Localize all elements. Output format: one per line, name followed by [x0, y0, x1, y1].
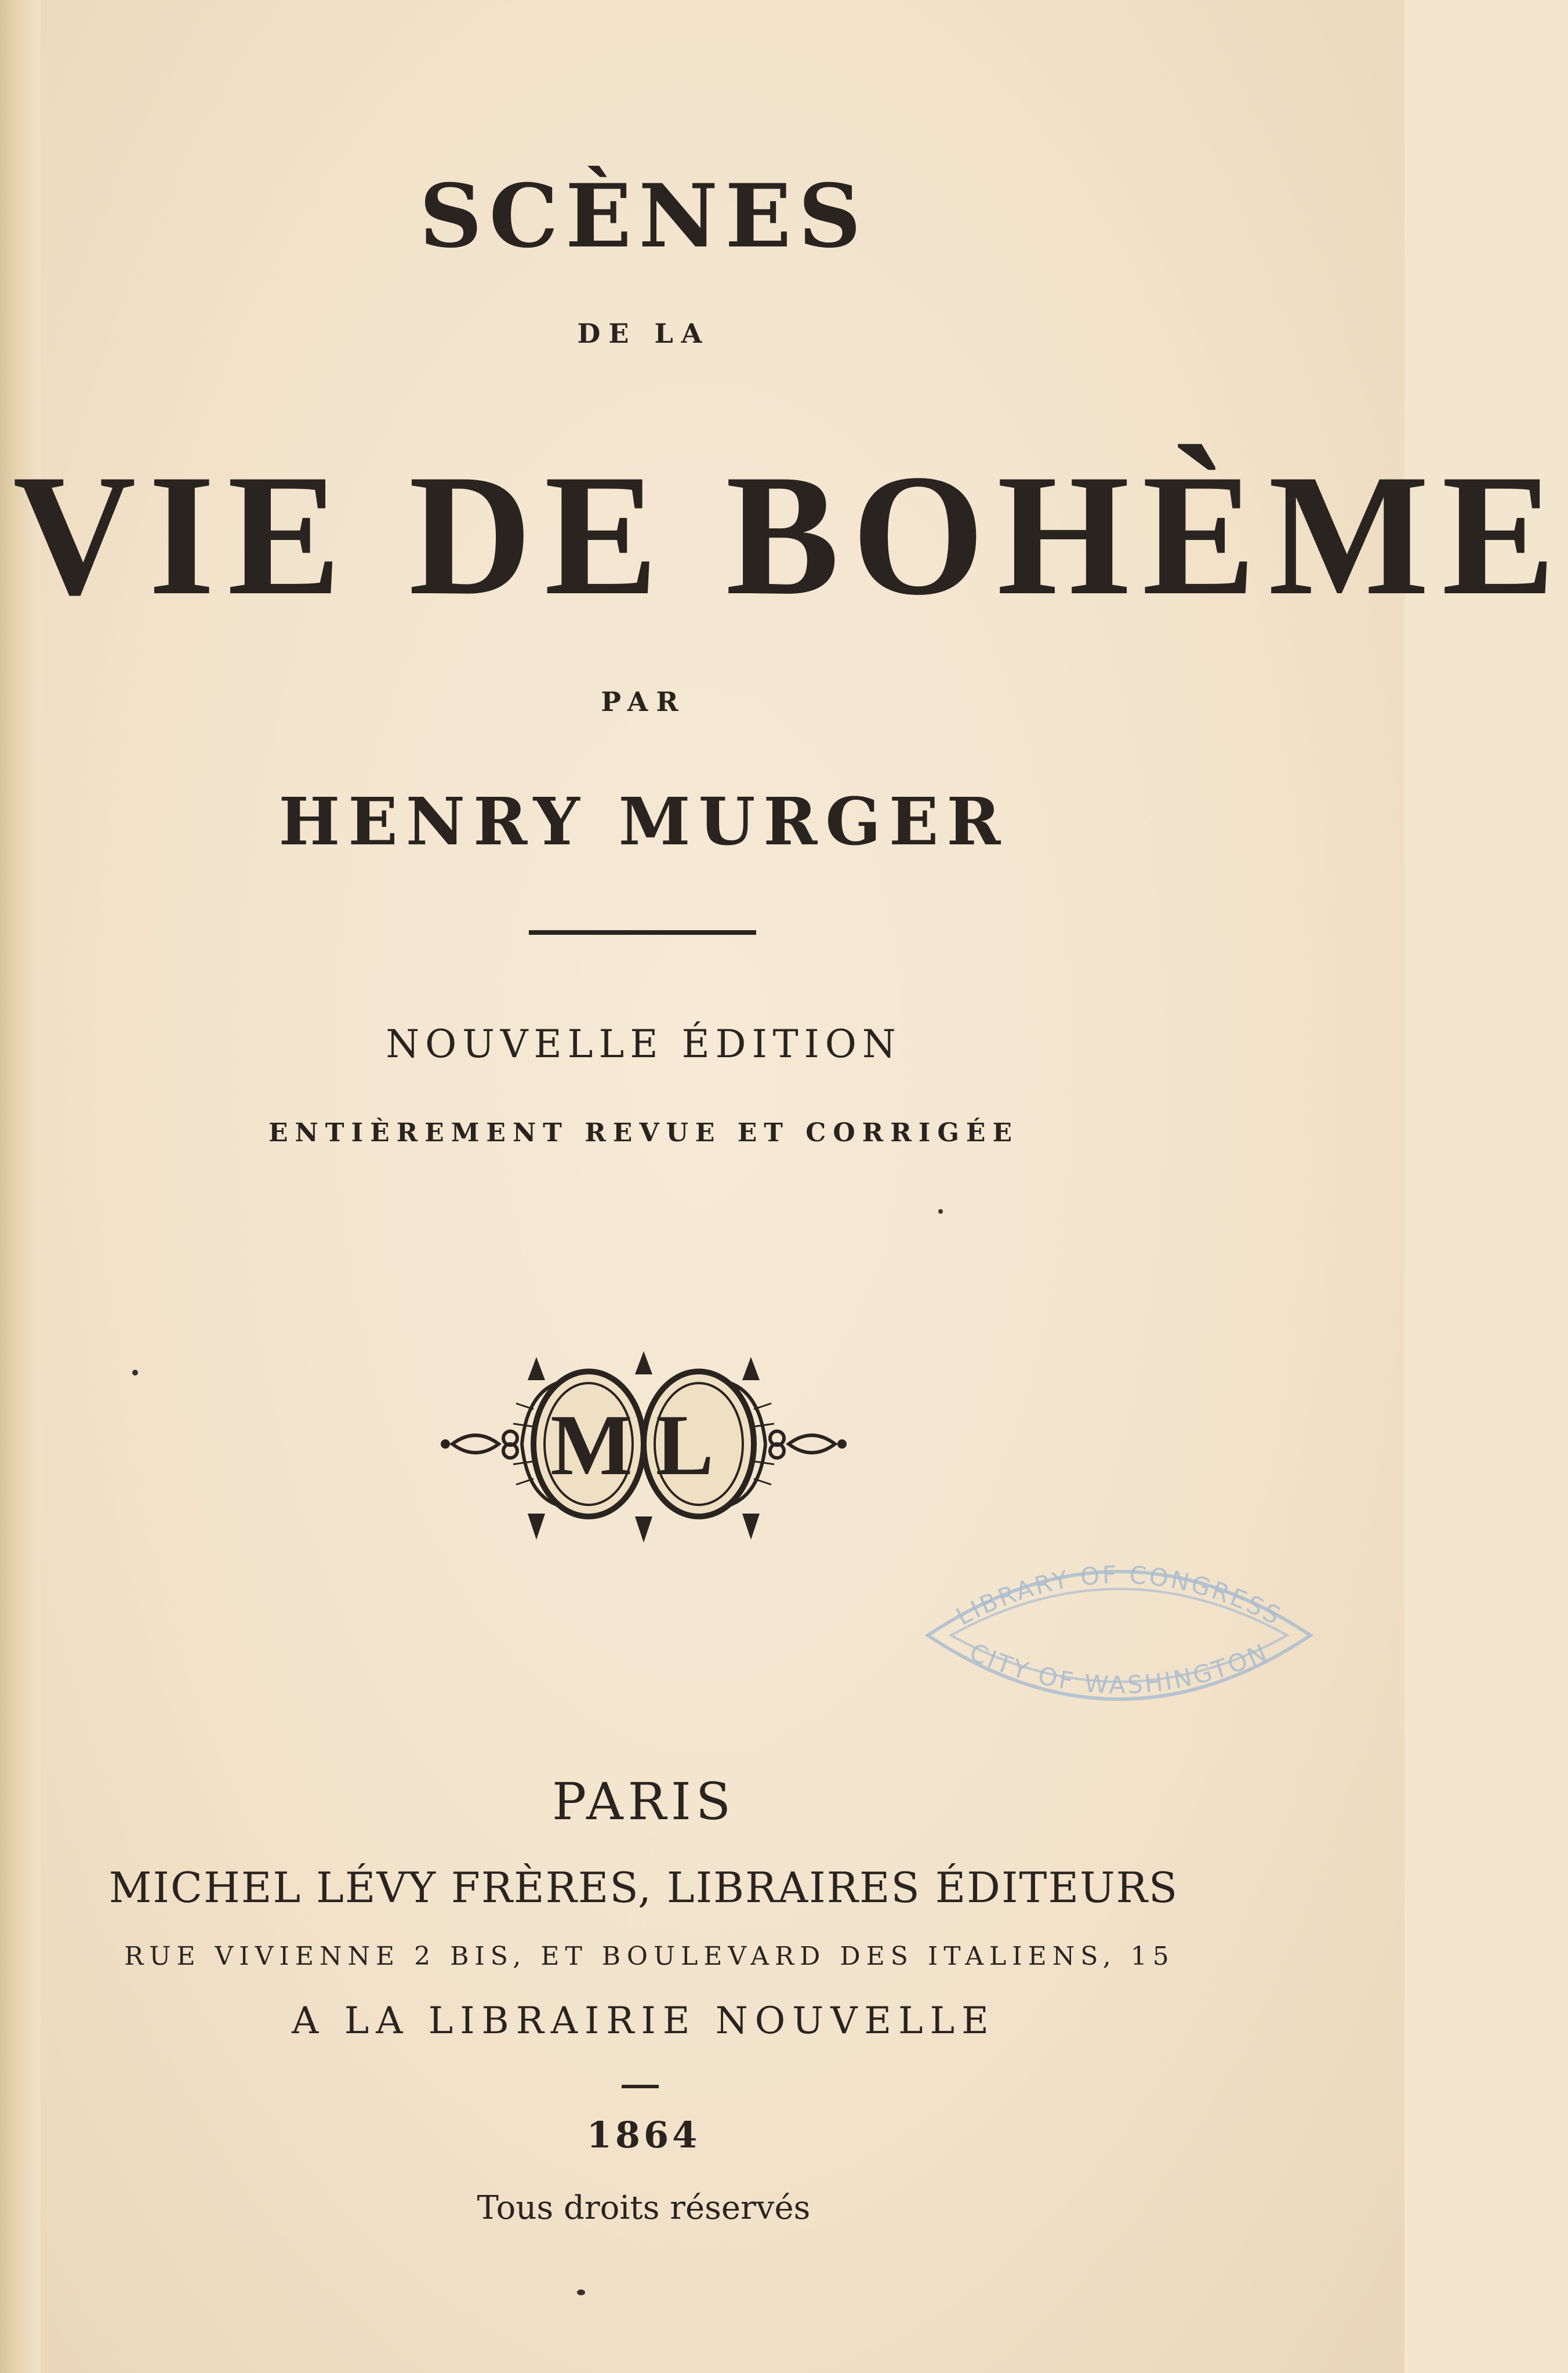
title-top: SCÈNES [419, 165, 868, 267]
title-main: VIE DE BOHÈME [13, 438, 1568, 631]
ink-speck [132, 1370, 138, 1376]
stamp-text-top: LIBRARY OF CONGRESS [951, 1560, 1287, 1631]
publisher-monogram-ornament [441, 1340, 847, 1548]
svg-text:LIBRARY OF CONGRESS [952, 1561, 1287, 1631]
imprint-address: RUE VIVIENNE 2 BIS, ET BOULEVARD DES ITALIENS, 15 [124, 1942, 1175, 1971]
monogram-letters: ML [550, 1397, 737, 1493]
stamp-text-bottom: CITY OF WASHINGTON [965, 1637, 1273, 1700]
publication-year: 1864 [586, 2114, 701, 2156]
title-connector: DE LA [577, 318, 710, 349]
ink-speck [938, 1209, 943, 1214]
edition-note: ENTIÈREMENT REVUE ET CORRIGÉE [268, 1118, 1019, 1148]
by-line: PAR [601, 686, 687, 717]
short-rule [622, 2085, 659, 2088]
ink-speck [577, 2289, 585, 2295]
author-name: HENRY MURGER [278, 784, 1009, 860]
edition-label: NOUVELLE ÉDITION [386, 1022, 902, 1066]
imprint-publisher: MICHEL LÉVY FRÈRES, LIBRAIRES ÉDITEURS [108, 1863, 1179, 1912]
imprint-bookshop: A LA LIBRAIRIE NOUVELLE [292, 2000, 996, 2042]
svg-text:CITY OF WASHINGTON [966, 1638, 1273, 1699]
imprint-city: PARIS [552, 1772, 735, 1831]
rights-notice: Tous droits réservés [477, 2189, 811, 2227]
library-stamp [905, 1519, 1334, 1740]
divider-rule [529, 930, 756, 935]
